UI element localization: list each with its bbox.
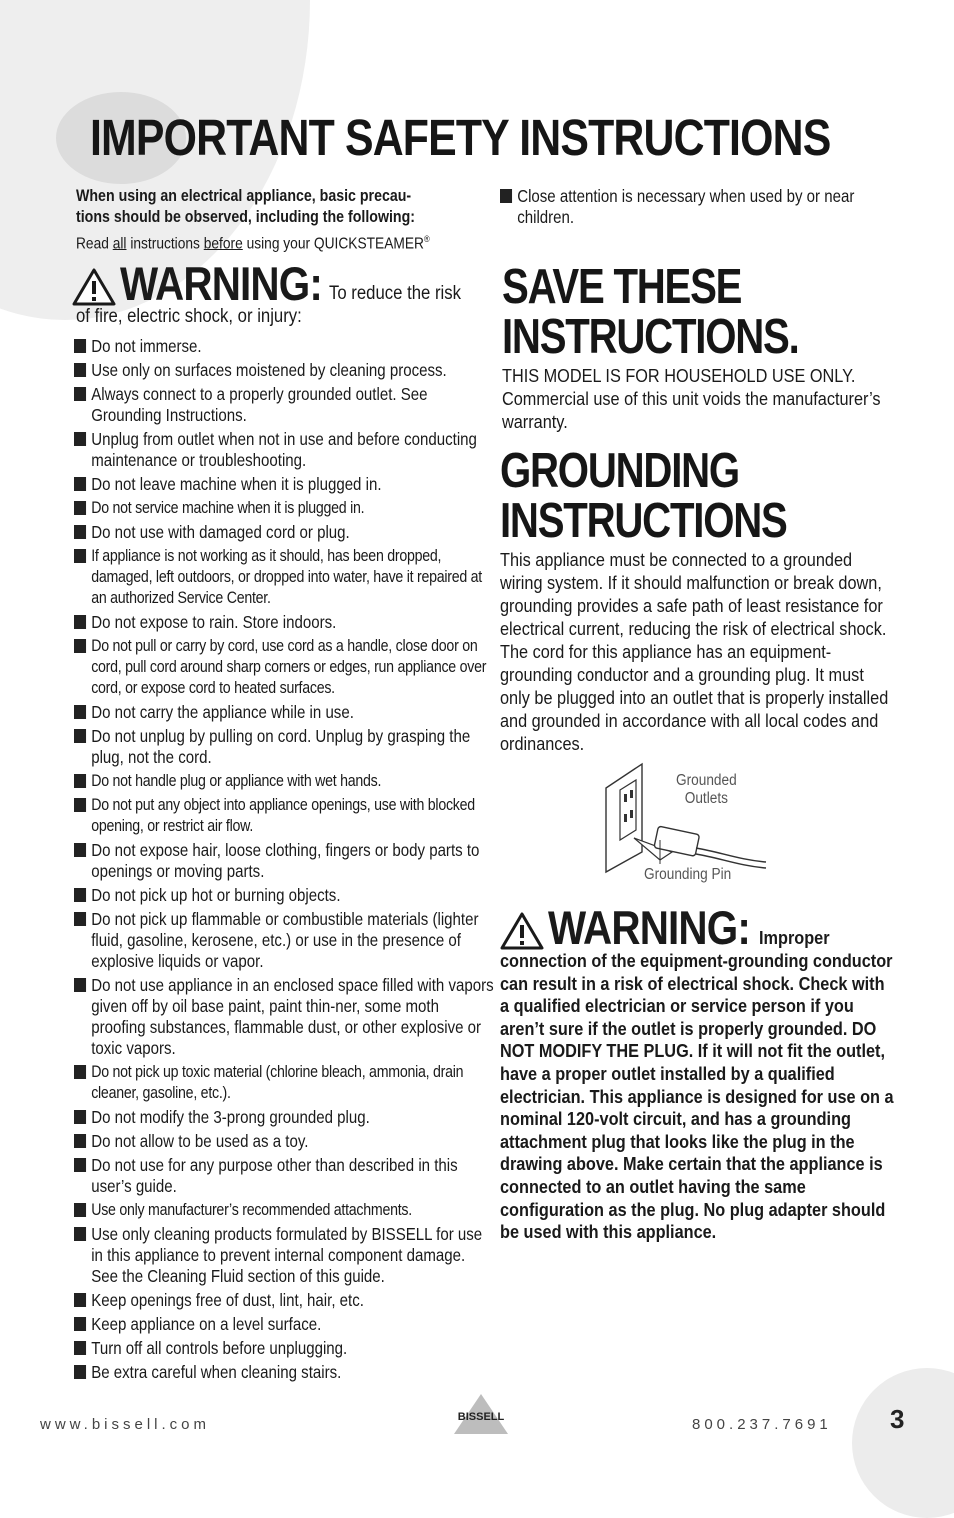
save-instructions-heading (502, 262, 864, 362)
list-item: Do not immerse. (74, 336, 495, 357)
warning-triangle-icon (500, 912, 544, 950)
close-attention-block (500, 186, 900, 228)
close-attention-text: Close attention is necessary when used by or near children. (500, 186, 896, 228)
grounded-outlet-figure (600, 760, 770, 890)
list-item: Be extra careful when cleaning stairs. (74, 1362, 495, 1383)
list-item: Do not pick up hot or burning objects. (74, 885, 495, 906)
list-item: Use only on surfaces moistened by cleaning process. (74, 360, 495, 381)
warning-continuation: of fire, electric shock, or injury: (76, 306, 302, 327)
list-item: Do not put any object into appliance openings, use with blocked opening, or restrict air flow. (74, 795, 495, 837)
grounded-outlets-label (676, 772, 737, 808)
intro-bold-text (76, 186, 476, 228)
list-item: Keep appliance on a level surface. (74, 1314, 495, 1335)
footer-website: www.bissell.com (40, 1416, 211, 1433)
list-item: Unplug from outlet when not in use and before conducting maintenance or troubleshooting. (74, 429, 495, 471)
warning-word-2: WARNING: (548, 901, 750, 954)
list-item: Do not allow to be used as a toy. (74, 1131, 495, 1152)
footer-phone: 800.237.7691 (692, 1416, 832, 1433)
grounding-heading-line-2: INSTRUCTIONS (500, 494, 787, 548)
read-mid: instructions (126, 235, 204, 253)
list-item: Do not leave machine when it is plugged in. (74, 474, 495, 495)
list-item: Do not use with damaged cord or plug. (74, 522, 495, 543)
list-item: Do not expose to rain. Store indoors. (74, 612, 495, 633)
list-item: Use only manufacturer’s recommended attachments. (74, 1200, 495, 1221)
grounding-heading-line-1: GROUNDING (500, 444, 739, 498)
list-item: Do not unplug by pulling on cord. Unplug by grasping the plug, not the cord. (74, 726, 495, 768)
list-item: Use only cleaning products formulated by BISSELL for use in this appliance to prevent internal component damage. See the Cleaning Fluid section of this guide. (74, 1224, 495, 1287)
list-item: Keep openings free of dust, lint, hair, etc. (74, 1290, 495, 1311)
intro (76, 186, 476, 253)
warning-header (72, 257, 482, 310)
warning-word: WARNING: (120, 257, 322, 310)
warning-tail: To reduce the risk (328, 283, 461, 304)
safety-rules-list (74, 336, 534, 1386)
page-number: 3 (890, 1404, 905, 1434)
list-item: Turn off all controls before unplugging. (74, 1338, 495, 1359)
list-item: Do not expose hair, loose clothing, fingers or body parts to openings or moving parts. (74, 840, 495, 882)
list-item: Do not modify the 3-prong grounded plug. (74, 1107, 495, 1128)
intro-line-2: tions should be observed, including the following: (76, 208, 415, 226)
list-item: Do not handle plug or appliance with wet hands. (74, 771, 495, 792)
save-heading-line-1: SAVE THESE (502, 260, 742, 314)
grounded-label-line-1: Grounded (676, 772, 737, 789)
grounded-label-line-2: Outlets (684, 790, 728, 807)
read-all: all (112, 235, 127, 253)
list-item: Do not pull or carry by cord, use cord as a handle, close door on cord, pull cord around sharp corners or edges, run appliance over cord, or expose cord to heated surfaces. (74, 636, 495, 699)
warning-2-body: connection of the equipment-grounding conductor can result in a risk of electrical shock. Check with a qualified electrician or service person if you aren’t sure if the outlet is properly grounded. DO NOT MODIFY THE PLUG. If it will not fit the outlet, have a proper outlet installed by a qualified electrician. This appliance is designed for use on a nominal 120-volt circuit, and has a grounding attachment plug that looks like the plug in the drawing above. Make certain that the appliance is connected to an outlet having the same configuration as the plug. No plug adapter should be used with this appliance. (500, 950, 894, 1243)
warning-block-2 (500, 901, 900, 1244)
list-item: Do not pick up toxic material (chlorine bleach, ammonia, drain cleaner, gasoline, etc.). (74, 1062, 495, 1104)
list-item: Do not use appliance in an enclosed space filled with vapors given off by oil base paint, paint thin-ner, some moth proofing substances, flammable dust, or other explosive or toxic vapors. (74, 975, 495, 1059)
read-prefix: Read (76, 235, 113, 253)
read-suffix: using your QUICKSTEAMER (242, 235, 424, 253)
warning-header-2 (500, 901, 900, 954)
list-item: Do not use for any purpose other than described in this user’s guide. (74, 1155, 495, 1197)
household-use-text: THIS MODEL IS FOR HOUSEHOLD USE ONLY. Commercial use of this unit voids the manufacturer’s warranty. (502, 365, 881, 432)
grounding-heading (500, 446, 850, 546)
warning-tail-2: Improper (758, 927, 830, 948)
svg-text:BISSELL: BISSELL (457, 1411, 505, 1423)
grounding-pin-label: Grounding Pin (644, 866, 732, 883)
bissell-logo (446, 1392, 516, 1438)
list-item: Do not carry the appliance while in use. (74, 702, 495, 723)
warning-triangle-icon (72, 268, 116, 306)
list-item: Always connect to a properly grounded outlet. See Grounding Instructions. (74, 384, 495, 426)
list-item: If appliance is not working as it should, has been dropped, damaged, left outdoors, or dropped into water, have it repaired at an authorized Service Center. (74, 546, 495, 609)
page-title: IMPORTANT SAFETY INSTRUCTIONS (90, 109, 831, 166)
list-item: Do not pick up flammable or combustible materials (lighter fluid, gasoline, kerosene, etc.) or use in the presence of explosive liquids or vapor. (74, 909, 495, 972)
list-item: Do not service machine when it is plugged in. (74, 498, 495, 519)
read-instructions-line (76, 234, 430, 253)
intro-line-1: When using an electrical appliance, basic precau- (76, 187, 412, 205)
page-number-circle (852, 1368, 954, 1518)
grounding-paragraph: This appliance must be connected to a grounded wiring system. If it should malfunction or break down, grounding provides a safe path of least resistance for electrical current, reducing the risk of electrical shock. The cord for this appliance has an equipment-grounding conductor and a grounding plug. It must only be plugged into an outlet that is properly installed and grounded in accordance with all local codes and ordinances. (500, 549, 889, 754)
warning-block-1 (72, 257, 482, 328)
read-before: before (203, 235, 243, 253)
save-heading-line-2: INSTRUCTIONS. (502, 310, 799, 364)
registered-mark: ® (423, 234, 430, 244)
